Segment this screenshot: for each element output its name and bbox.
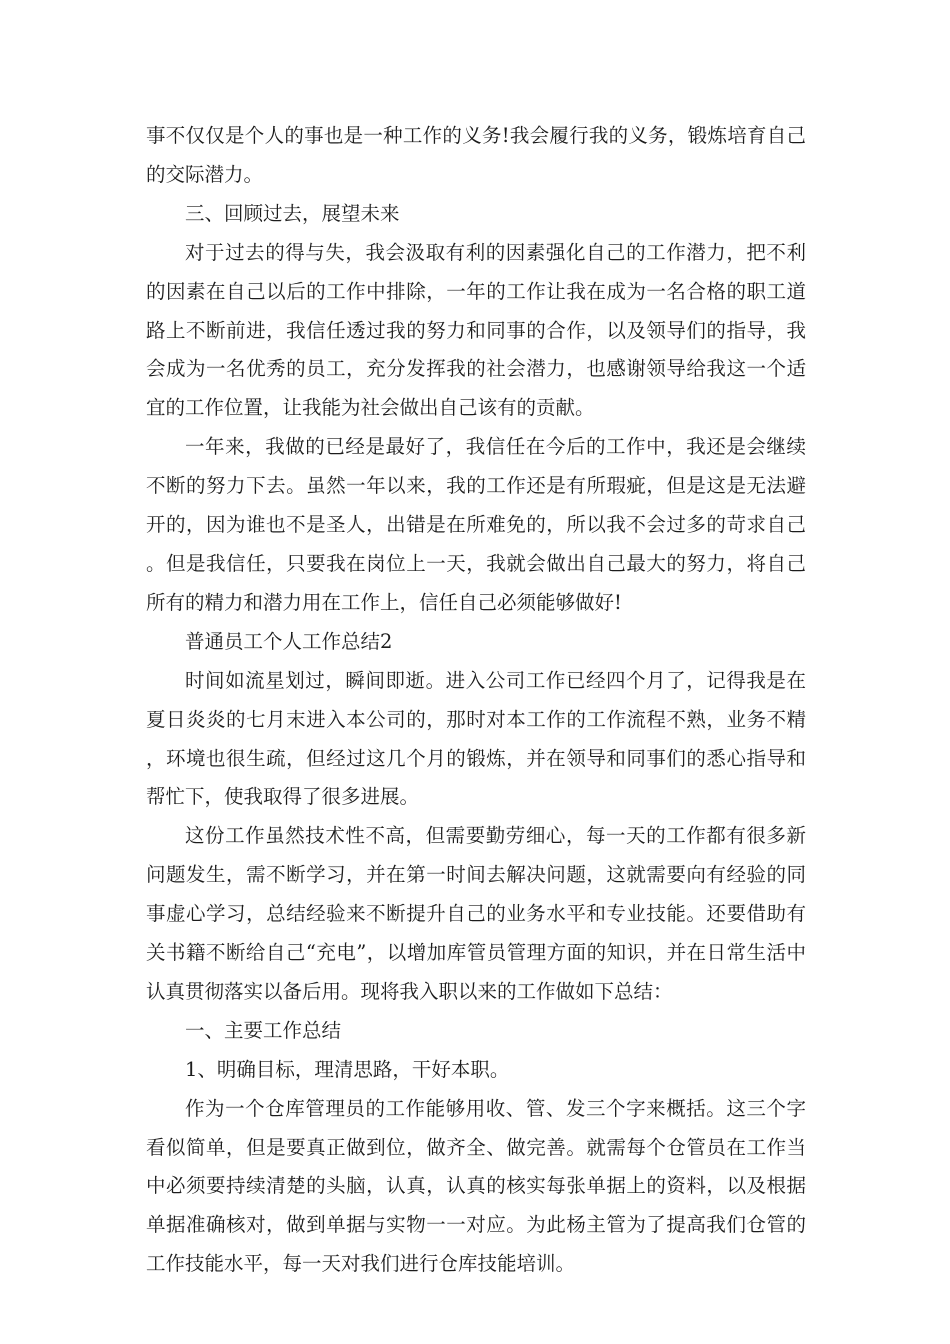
article-title: 普通员工个人工作总结2 [185,629,393,653]
section-heading: 一、主要工作总结 [185,1018,342,1042]
section-heading: 三、回顾过去，展望未来 [185,201,400,225]
subsection-heading: 1、明确目标，理清思路，干好本职。 [185,1057,510,1081]
paragraph: 这份工作虽然技术性不高，但需要勤劳细心，每一天的工作都有很多新问题发生，需不断学习，并在第一时间去解决问题，这就需要向有经验的同事虚心学习，总结经验来不断提升自己的业务水平和专业技能。还要借助有关书籍不断给自己“充电”，以增加库管员管理方面的知识，并在日常生活中认真贯彻落实以备后用。现将我入职以来的工作做如下总结： [146,824,806,1003]
paragraph: 对于过去的得与失，我会汲取有利的因素强化自己的工作潜力，把不利的因素在自己以后的工作中排除，一年的工作让我在成为一名合格的职工道路上不断前进，我信任透过我的努力和同事的合作，以及领导们的指导，我会成为一名优秀的员工，充分发挥我的社会潜力，也感谢领导给我这一个适宜的工作位置，让我能为社会做出自己该有的贡献。 [146,240,806,420]
paragraph: 事不仅仅是个人的事也是一种工作的义务!我会履行我的义务，锻炼培育自己的交际潜力。 [146,124,806,186]
paragraph: 时间如流星划过，瞬间即逝。进入公司工作已经四个月了，记得我是在夏日炎炎的七月末进入本公司的，那时对本工作的工作流程不熟，业务不精，环境也很生疏，但经过这几个月的锻炼，并在领导和同事们的悉心指导和帮忙下，使我取得了很多进展。 [146,668,806,809]
paragraph: 作为一个仓库管理员的工作能够用收、管、发三个字来概括。这三个字看似简单，但是要真正做到位，做齐全、做完善。就需每个仓管员在工作当中必须要持续清楚的头脑，认真，认真的核实每张单据上的资料，以及根据单据准确核对，做到单据与实物一一对应。为此杨主管为了提高我们仓管的工作技能水平，每一天对我们进行仓库技能培训。 [146,1096,806,1276]
document-body [146,117,806,1284]
paragraph: 一年来，我做的已经是最好了，我信任在今后的工作中，我还是会继续不断的努力下去。虽然一年以来，我的工作还是有所瑕疵，但是这是无法避开的，因为谁也不是圣人，出错是在所难免的，所以我不会过多的苛求自己。但是我信任，只要我在岗位上一天，我就会做出自己最大的努力，将自己所有的精力和潜力用在工作上，信任自己必须能够做好! [146,435,806,614]
